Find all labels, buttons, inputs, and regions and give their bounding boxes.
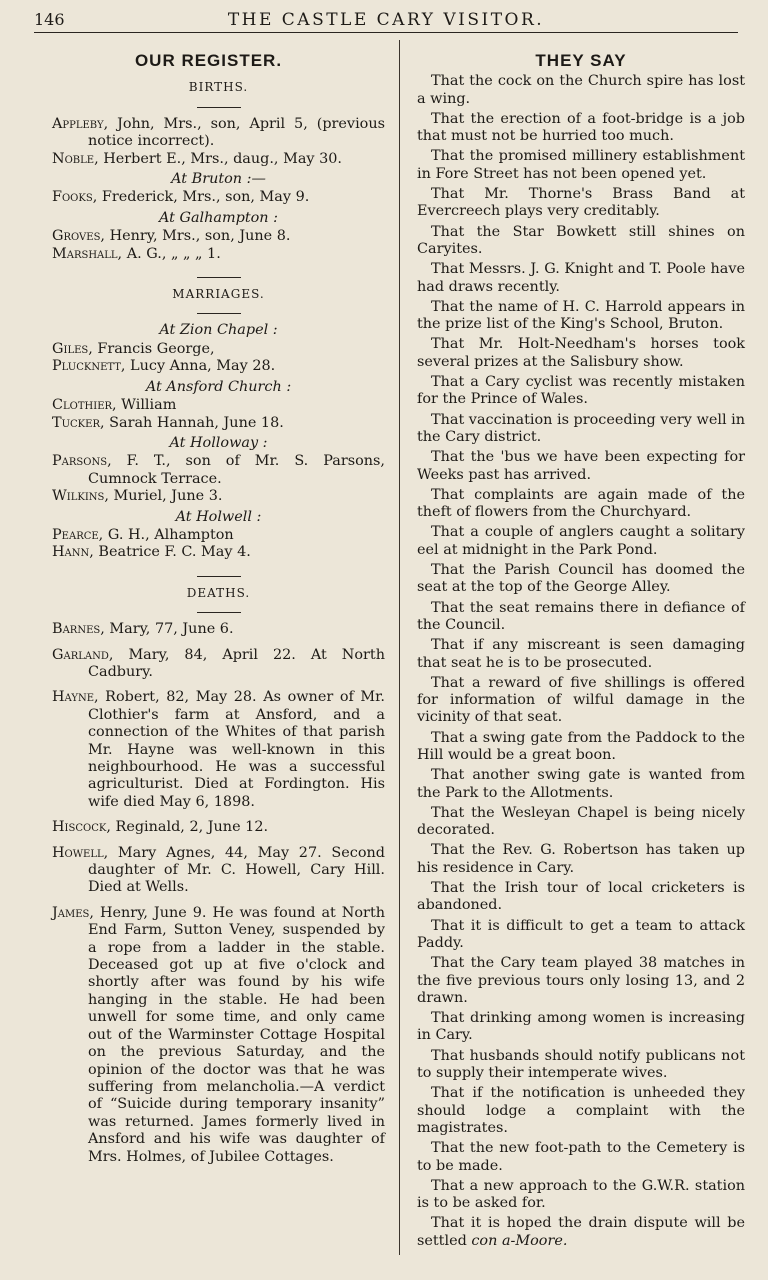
death-entry: Hiscock, Reginald, 2, June 12. [52,819,269,836]
section-rule [197,576,241,577]
marriage-entry: Wilkins, Muriel, June 3. [52,488,223,505]
marriage-place: At Holloway : [169,434,268,451]
marriage-entry: Pearce, G. H., Alhampton [52,526,234,543]
page-number: 146 [34,10,65,29]
birth-entry: Fooks, Frederick, Mrs., son, May 9. [52,189,310,206]
they-say-item: That the Rev. G. Robertson has taken up his residence in Cary. [417,842,745,876]
they-say-item: That the name of H. C. Harrold appears in the prize list of the King's School, Bruton. [417,298,745,333]
they-say-item: That the Irish tour of local cricketers is abandoned. [417,880,745,914]
they-say-item: That drinking among women is increasing in Cary. [417,1010,745,1044]
birth-entry: Groves, Henry, Mrs., son, June 8. [52,228,291,245]
they-say-list [417,73,745,1212]
birth-entry: Marshall, A. G., „ „ „ 1. [52,245,221,262]
they-say-item: That Mr. Holt-Needham's horses took several prizes at the Salisbury show. [417,336,745,370]
death-entry: Garland, Mary, 84, April 22. At North Cadbury. [52,646,385,680]
marriages-heading: MARRIAGES. [172,287,265,302]
death-entry: James, Henry, June 9. He was found at North End Farm, Sutton Veney, suspended by a rope from a ladder in the stable. Deceased got up at five o'clock and shortly after was found by his wife hanging in the stable. He had been unwell for some time, and only came out of the Warminster Cottage Hospital on the previous Saturday, and the opinion of the doctor was that he was suffering from melancholia.—A verdict of “Suicide during temporary insanity” was returned. James formerly lived in Ansford and his wife was daughter of Mrs. Holmes, of Jubilee Cottages. [52,904,385,1165]
section-rule [197,277,241,278]
marriage-entry: Giles, Francis George, [52,340,215,357]
register-title: OUR REGISTER. [134,51,283,70]
marriage-entry: Plucknett, Lucy Anna, May 28. [52,358,276,375]
birth-place: At Bruton :— [171,171,266,188]
births-heading: BIRTHS. [188,80,249,95]
they-say-title: THEY SAY [535,51,627,70]
they-say-item: That another swing gate is wanted from the Park to the Allotments. [417,767,745,801]
column-divider [399,40,400,1255]
death-entry: Barnes, Mary, 77, June 6. [52,621,234,638]
they-say-item: That the cock on the Church spire has lost a wing. [417,73,745,107]
section-rule [197,612,241,613]
birth-entry: Noble, Herbert E., Mrs., daug., May 30. [52,150,342,167]
they-say-item: That a new approach to the G.W.R. station is to be asked for. [417,1177,745,1212]
they-say-item: That Mr. Thorne's Brass Band at Evercreech plays very creditably. [417,186,745,220]
they-say-item: That it is difficult to get a team to attack Paddy. [417,917,745,951]
they-say-item: That a couple of anglers caught a solitary eel at midnight in the Park Pond. [417,524,745,558]
publication-title: THE CASTLE CARY VISITOR. [227,10,545,30]
they-say-item: That Messrs. J. G. Knight and T. Poole have had draws recently. [417,261,745,295]
our-register-column [52,52,385,1166]
marriage-entry: Parsons, F. T., son of Mr. S. Parsons, Cumnock Terrace. [52,453,385,487]
they-say-item: That the erection of a foot-bridge is a job that must not be hurried too much. [417,110,745,145]
running-header [34,8,738,33]
they-say-item: That the Parish Council has doomed the seat at the top of the George Alley. [417,562,745,596]
they-say-item: That if any miscreant is seen damaging that seat he is to be prosecuted. [417,637,745,671]
they-say-item: That a Cary cyclist was recently mistaken for the Prince of Wales. [417,374,745,408]
they-say-item: That it is hoped the drain dispute will be settled con a-Moore. [417,1215,745,1249]
marriage-place: At Holwell : [175,508,262,525]
section-rule [197,313,241,314]
marriage-entry: Tucker, Sarah Hannah, June 18. [52,414,284,431]
they-say-item: That husbands should notify publicans not to supply their intemperate wives. [417,1047,745,1082]
marriage-place: At Ansford Church : [145,378,292,395]
section-rule [197,107,241,108]
they-say-item: That the Wesleyan Chapel is being nicely decorated. [417,804,745,839]
they-say-item: That a reward of five shillings is offered for information of wilful damage in the vicinity of that seat. [417,674,745,726]
they-say-item: That the Star Bowkett still shines on Caryites. [417,223,745,257]
marriage-place: At Zion Chapel : [159,322,278,339]
they-say-item: That complaints are again made of the theft of flowers from the Churchyard. [417,486,745,521]
birth-place: At Galhampton : [158,209,279,226]
birth-entry: Appleby, John, Mrs., son, April 5, (previous notice incorrect). [52,115,385,150]
they-say-item: That vaccination is proceeding very well in the Cary district. [417,411,745,445]
marriage-entry: Hann, Beatrice F. C. May 4. [52,544,251,561]
they-say-item: That the 'bus we have been expecting for Weeks past has arrived. [417,449,745,483]
they-say-item: That the seat remains there in defiance of the Council. [417,599,745,633]
deaths-heading: DEATHS. [186,585,251,600]
death-entry: Howell, Mary Agnes, 44, May 27. Second daughter of Mr. C. Howell, Cary Hill. Died at Wells. [52,844,385,896]
they-say-item: That a swing gate from the Paddock to the Hill would be a great boon. [417,729,745,763]
they-say-item: That the new foot-path to the Cemetery is to be made. [417,1140,745,1174]
they-say-item: That the Cary team played 38 matches in the five previous tours only losing 13, and 2 drawn. [417,955,745,1006]
they-say-item: That if the notification is unheeded they should lodge a complaint with the magistrates. [417,1085,745,1136]
death-entry: Hayne, Robert, 82, May 28. As owner of Mr. Clothier's farm at Ansford, and a connection of the Whites of that parish Mr. Hayne was well-known in this neighbourhood. He was a successful agriculturist. Died at Fordington. His wife died May 6, 1898. [52,689,385,810]
they-say-column [417,52,745,1253]
marriage-entry: Clothier, William [52,397,177,414]
they-say-item: That the promised millinery establishment in Fore Street has not been opened yet. [417,148,745,182]
